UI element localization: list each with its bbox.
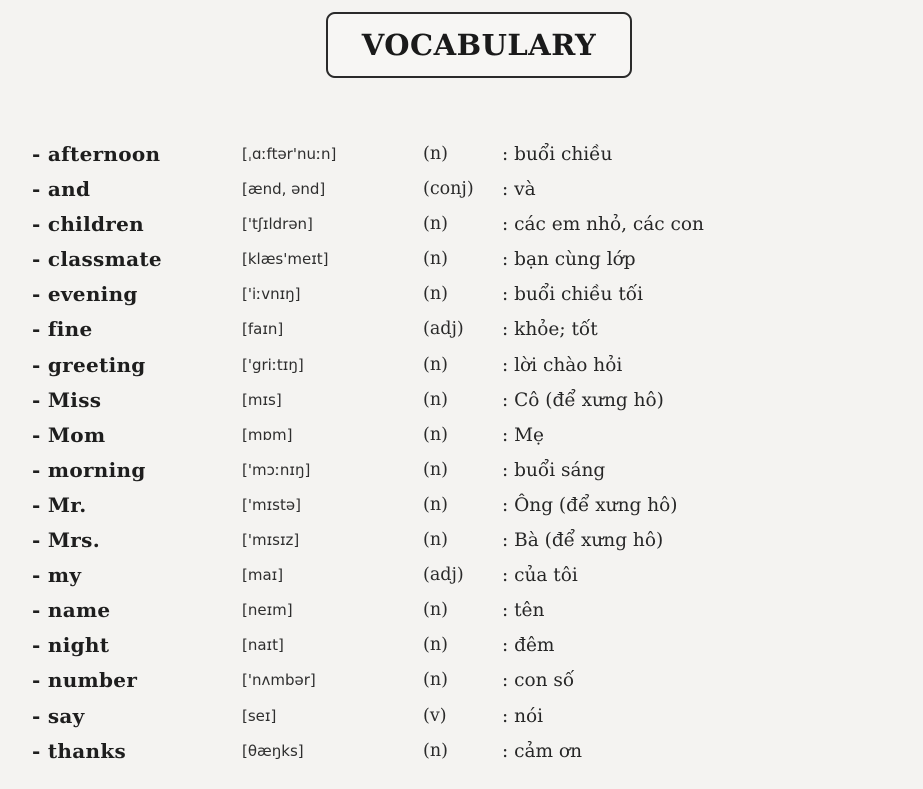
vocab-meaning: : Bà (để xưng hô) (502, 530, 664, 552)
vocab-entry (32, 137, 892, 172)
vocab-word: - children (32, 212, 144, 237)
vocab-entry (32, 699, 892, 734)
vocab-part-of-speech: (n) (423, 144, 448, 164)
vocab-word: - Mom (32, 422, 106, 447)
vocab-meaning: : lời chào hỏi (502, 354, 623, 376)
vocab-pronunciation: ['griːtɪŋ] (242, 355, 304, 374)
vocab-part-of-speech: (v) (423, 705, 447, 726)
vocab-pronunciation: ['mɪstə] (242, 495, 301, 514)
vocab-part-of-speech: (n) (423, 740, 448, 761)
vocab-word: - thanks (32, 738, 127, 763)
vocab-entry (32, 172, 892, 207)
vocab-meaning: : Cô (để xưng hô) (502, 389, 664, 411)
vocab-meaning: : và (502, 179, 536, 201)
vocab-meaning: : Ông (để xưng hô) (502, 494, 678, 516)
vocab-entry (32, 418, 892, 453)
vocab-entry (32, 348, 892, 383)
vocab-word: - and (32, 177, 91, 202)
vocab-part-of-speech: (n) (423, 214, 448, 235)
vocab-part-of-speech: (n) (423, 530, 448, 551)
vocab-part-of-speech: (conj) (423, 179, 474, 200)
vocab-part-of-speech: (adj) (423, 319, 464, 340)
vocab-pronunciation: [ˌɑːftər'nuːn] (242, 145, 337, 163)
vocab-entry (32, 628, 892, 663)
vocab-part-of-speech: (n) (423, 389, 448, 410)
vocab-pronunciation: [naɪt] (242, 636, 284, 655)
vocab-entry (32, 312, 892, 347)
vocab-pronunciation: [faɪn] (242, 320, 284, 339)
vocab-pronunciation: ['iːvnɪŋ] (242, 285, 301, 304)
vocab-meaning: : nói (502, 705, 544, 727)
vocab-entry (32, 663, 892, 698)
page-title: VOCABULARY (361, 28, 597, 62)
vocab-entry (32, 383, 892, 418)
vocab-pronunciation: [maɪ] (242, 566, 284, 585)
vocab-word: - my (32, 563, 82, 588)
vocab-word: - Miss (32, 387, 102, 412)
vocab-entry (32, 277, 892, 312)
vocab-part-of-speech: (n) (423, 249, 448, 270)
vocab-word: - Mrs. (32, 528, 100, 553)
vocab-pronunciation: ['mɪsɪz] (242, 531, 300, 550)
vocab-pronunciation: ['tʃɪldrən] (242, 215, 313, 234)
vocab-part-of-speech: (n) (423, 354, 448, 375)
vocab-meaning: : đêm (502, 635, 555, 657)
vocab-entry (32, 593, 892, 628)
vocab-entry (32, 207, 892, 242)
vocab-meaning: : khỏe; tốt (502, 319, 598, 341)
vocab-entry (32, 488, 892, 523)
vocab-meaning: : Mẹ (502, 424, 545, 446)
vocab-part-of-speech: (n) (423, 600, 448, 621)
vocab-entry (32, 523, 892, 558)
vocab-word: - evening (32, 282, 138, 307)
vocab-pronunciation: [θæŋks] (242, 741, 304, 760)
vocab-word: - afternoon (32, 142, 161, 166)
vocab-part-of-speech: (n) (423, 670, 448, 691)
vocab-meaning: : tên (502, 600, 545, 622)
vocab-word: - number (32, 668, 138, 693)
vocab-entry (32, 558, 892, 593)
vocab-meaning: : buổi sáng (502, 459, 606, 481)
vocab-entry (32, 734, 892, 769)
vocab-word: - say (32, 703, 85, 728)
vocab-word: - classmate (32, 247, 162, 272)
vocab-part-of-speech: (n) (423, 635, 448, 656)
vocab-meaning: : buổi chiều (502, 144, 613, 165)
vocab-part-of-speech: (adj) (423, 565, 464, 586)
vocab-pronunciation: [klæs'meɪt] (242, 250, 329, 269)
vocab-pronunciation: [neɪm] (242, 601, 293, 620)
vocab-meaning: : của tôi (502, 565, 578, 587)
vocab-entry (32, 453, 892, 488)
vocab-part-of-speech: (n) (423, 494, 448, 515)
vocab-part-of-speech: (n) (423, 284, 448, 305)
vocab-word: - greeting (32, 352, 146, 377)
vocab-pronunciation: [mɒm] (242, 425, 293, 444)
vocab-meaning: : bạn cùng lớp (502, 249, 636, 271)
vocab-entry (32, 242, 892, 277)
vocab-pronunciation: [ænd, ənd] (242, 180, 326, 199)
title-box (326, 12, 632, 78)
vocab-word: - Mr. (32, 492, 87, 517)
vocab-pronunciation: [mɪs] (242, 390, 282, 409)
vocab-part-of-speech: (n) (423, 459, 448, 480)
vocab-word: - fine (32, 317, 93, 342)
vocab-word: - night (32, 633, 110, 658)
vocabulary-list (32, 137, 892, 769)
vocab-word: - name (32, 598, 111, 623)
vocab-meaning: : buổi chiều tối (502, 284, 644, 306)
vocab-pronunciation: ['mɔːnɪŋ] (242, 460, 311, 479)
vocab-meaning: : cảm ơn (502, 740, 582, 762)
vocab-meaning: : các em nhỏ, các con (502, 214, 704, 236)
vocab-pronunciation: [seɪ] (242, 706, 277, 725)
vocab-word: - morning (32, 457, 146, 482)
vocab-pronunciation: ['nʌmbər] (242, 671, 316, 690)
vocab-meaning: : con số (502, 670, 575, 692)
vocab-part-of-speech: (n) (423, 424, 448, 445)
